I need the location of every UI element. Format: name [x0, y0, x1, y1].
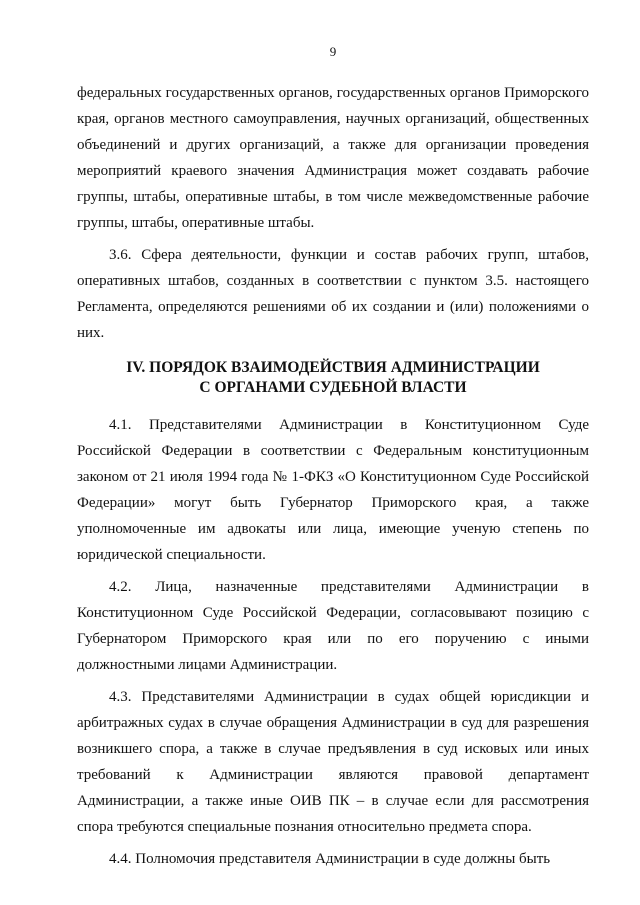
- paragraphs-after: [77, 412, 589, 872]
- page-number: 9: [329, 44, 337, 59]
- paragraph: 3.6. Сфера деятельности, функции и состав рабочих групп, штабов, оперативных штабов, созданных в соответствии с пунктом 3.5. настоящего Регламента, определяются решениями об их создании и (или) положениями о них.: [77, 247, 589, 341]
- paragraph: 4.4. Полномочия представителя Администрации в суде должны быть: [109, 851, 551, 867]
- section-heading: [77, 358, 589, 398]
- paragraph: 4.3. Представителями Администрации в судах общей юрисдикции и арбитражных судах в случае обращения Администрации в суд для разрешения возникшего спора, а также в случае предъявления в суд исковых или иных требований к Администрации являются правовой департамент Администрации, а также иные ОИВ ПК – в случае если для рассмотрения спора требуются специальные познания относительно предмета спора.: [77, 689, 589, 835]
- section-heading-line: IV. ПОРЯДОК ВЗАИМОДЕЙСТВИЯ АДМИНИСТРАЦИИ: [126, 359, 540, 376]
- paragraph: 4.1. Представителями Администрации в Конституционном Суде Российской Федерации в соответствии с Федеральным конституционным законом от 21 июля 1994 года № 1-ФКЗ «О Конституционном Суде Российской Федерации» могут быть Губернатор Приморского края, а также уполномоченные им адвокаты или лица, имеющие ученую степень по юридической специальности.: [77, 417, 589, 563]
- paragraphs-before: [77, 80, 589, 346]
- paragraph: федеральных государственных органов, государственных органов Приморского края, органов местного самоуправления, научных организаций, общественных объединений и других организаций, а также для организации проведения мероприятий краевого значения Администрация может создавать рабочие группы, штабы, оперативные штабы, в том числе межведомственные рабочие группы, штабы, оперативные штабы.: [77, 85, 589, 231]
- section-heading-line: С ОРГАНАМИ СУДЕБНОЙ ВЛАСТИ: [199, 379, 467, 396]
- paragraph: 4.2. Лица, назначенные представителями Администрации в Конституционном Суде Российской Федерации, согласовывают позицию с Губернатором Приморского края или по его поручению с иными должностными лицами Администрации.: [77, 579, 589, 673]
